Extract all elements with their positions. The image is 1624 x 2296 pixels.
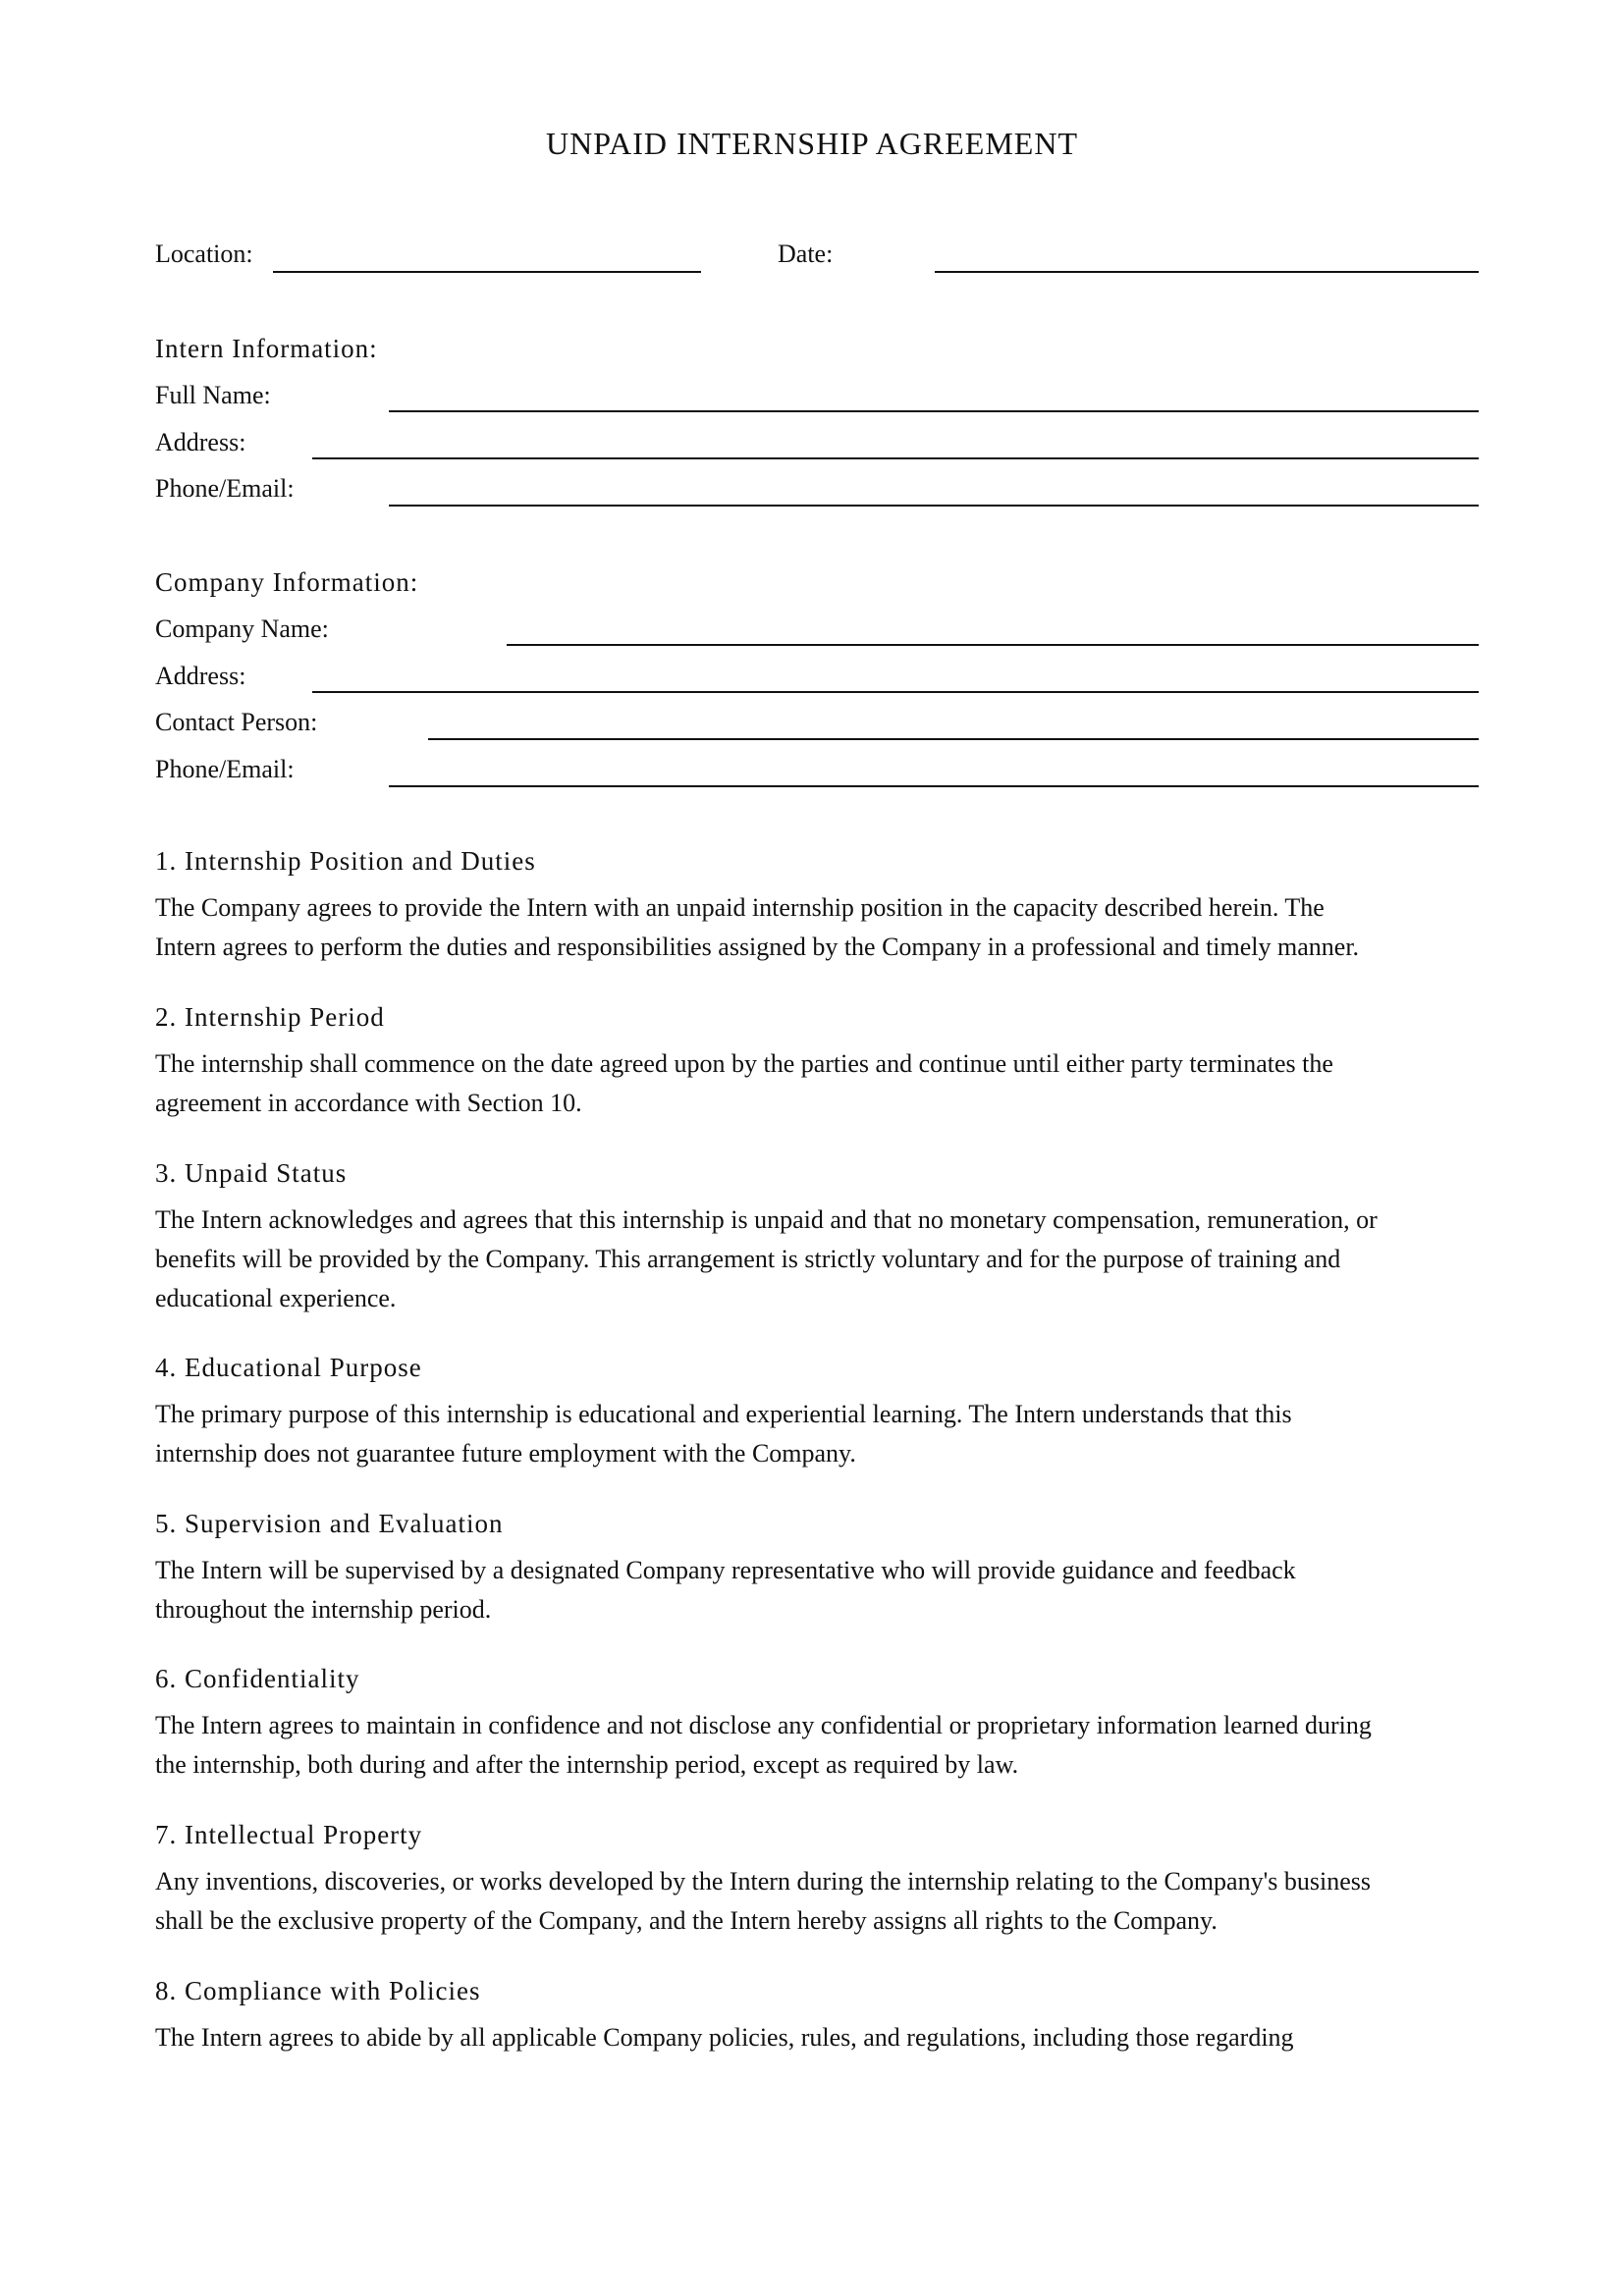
section-5-body [155, 1551, 1481, 1629]
section-1-heading: 1. Internship Position and Duties [155, 846, 536, 876]
section-7-line-2: shall be the exclusive property of the Company, and the Intern hereby assigns all rights to the Company. [155, 1906, 1218, 1935]
company-address-label: Address: [155, 662, 246, 690]
section-8-heading: 8. Compliance with Policies [155, 1976, 481, 2005]
section-7-line-1: Any inventions, discoveries, or works developed by the Intern during the internship relating to the Company's business [155, 1867, 1372, 1896]
section-3-line-3: educational experience. [155, 1284, 397, 1312]
company-info-heading: Company Information: [155, 567, 419, 597]
section-3-line-2: benefits will be provided by the Company. This arrangement is strictly voluntary and for the purpose of training and [155, 1245, 1341, 1273]
intern-address-line[interactable] [312, 457, 1479, 459]
section-2-line-1: The internship shall commence on the date agreed upon by the parties and continue until either party terminates the [155, 1049, 1333, 1078]
section-5-line-2: throughout the internship period. [155, 1595, 492, 1624]
company-phone-email-line[interactable] [389, 785, 1479, 787]
section-6-heading: 6. Confidentiality [155, 1664, 360, 1693]
section-7-body [155, 1862, 1481, 1941]
section-1-line-1: The Company agrees to provide the Intern with an unpaid internship position in the capacity described herein. The [155, 893, 1325, 922]
company-name-line[interactable] [507, 644, 1479, 646]
section-6-body [155, 1706, 1481, 1785]
intern-info-heading: Intern Information: [155, 334, 378, 363]
section-8-line-1: The Intern agrees to abide by all applicable Company policies, rules, and regulations, including those regarding [155, 2023, 1294, 2052]
section-5-heading: 5. Supervision and Evaluation [155, 1509, 504, 1538]
company-name-label: Company Name: [155, 614, 329, 643]
section-1-line-2: Intern agrees to perform the duties and responsibilities assigned by the Company in a professional and timely manner. [155, 933, 1360, 961]
section-1-body [155, 888, 1481, 967]
location-label: Location: [155, 240, 253, 268]
section-4-line-1: The primary purpose of this internship is educational and experiential learning. The Intern understands that this [155, 1400, 1292, 1428]
document-title: UNPAID INTERNSHIP AGREEMENT [546, 126, 1078, 161]
section-5-line-1: The Intern will be supervised by a designated Company representative who will provide guidance and feedback [155, 1556, 1296, 1584]
section-4-body [155, 1395, 1481, 1473]
section-3-line-1: The Intern acknowledges and agrees that this internship is unpaid and that no monetary compensation, remuneration, or [155, 1205, 1378, 1234]
section-8-body [155, 2018, 1481, 2057]
contact-person-label: Contact Person: [155, 708, 318, 736]
intern-address-label: Address: [155, 428, 246, 456]
section-2-line-2: agreement in accordance with Section 10. [155, 1089, 582, 1117]
intern-phone-email-line[interactable] [389, 505, 1479, 507]
intern-full-name-line[interactable] [389, 410, 1479, 412]
section-4-heading: 4. Educational Purpose [155, 1353, 422, 1382]
intern-full-name-label: Full Name: [155, 381, 271, 409]
section-4-line-2: internship does not guarantee future employment with the Company. [155, 1439, 856, 1468]
section-6-line-1: The Intern agrees to maintain in confidence and not disclose any confidential or proprietary information learned during [155, 1711, 1372, 1739]
location-field-line[interactable] [273, 271, 701, 273]
section-6-line-2: the internship, both during and after the internship period, except as required by law. [155, 1750, 1019, 1779]
section-3-body [155, 1201, 1481, 1318]
date-label: Date: [778, 240, 834, 268]
section-7-heading: 7. Intellectual Property [155, 1820, 423, 1849]
date-field-line[interactable] [935, 271, 1479, 273]
section-2-body [155, 1044, 1481, 1123]
company-address-line[interactable] [312, 691, 1479, 693]
section-3-heading: 3. Unpaid Status [155, 1158, 348, 1188]
section-2-heading: 2. Internship Period [155, 1002, 385, 1032]
intern-phone-email-label: Phone/Email: [155, 474, 295, 503]
company-phone-email-label: Phone/Email: [155, 755, 295, 783]
contact-person-line[interactable] [428, 738, 1479, 740]
